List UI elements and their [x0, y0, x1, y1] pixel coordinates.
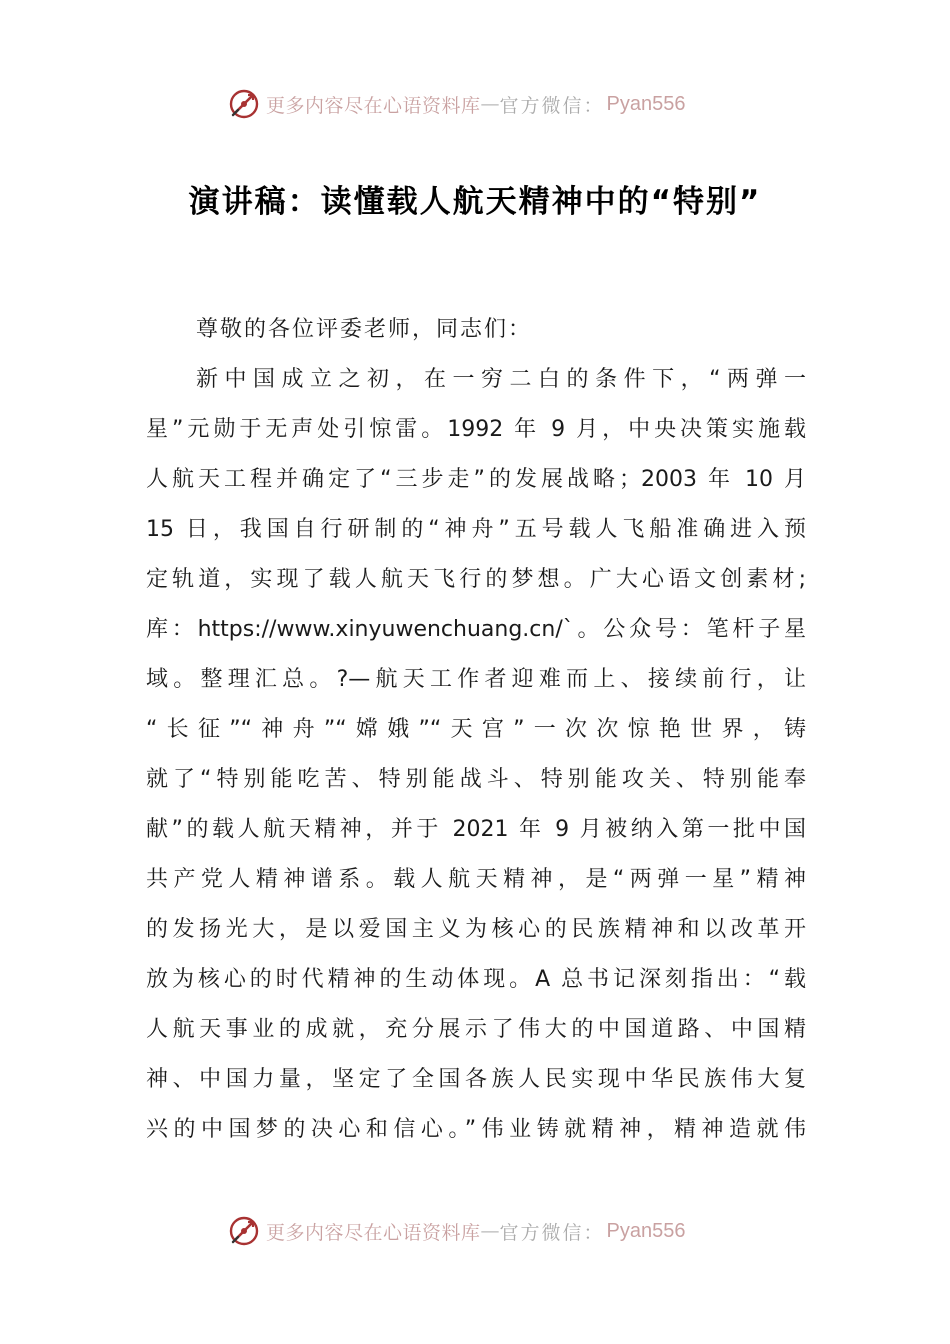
body-line: 共产党人精神谱系。载人航天精神，是“两弹一星”精神 — [146, 867, 806, 892]
body-line: 新中国成立之初，在一穷二白的条件下，“两弹一 — [196, 367, 806, 392]
banner-text: 更多内容尽在心语资料库 — [266, 1221, 481, 1244]
body-line: 域。整理汇总。?—航天工作者迎难而上、接续前行，让 — [146, 667, 806, 692]
body-line: 献”的载人航天精神，并于 2021 年 9 月被纳入第一批中国 — [146, 817, 806, 842]
body-line: 放为核心的时代精神的生动体现。A 总书记深刻指出：“载 — [146, 967, 806, 992]
banner-wechat-label: 官方微信： — [499, 1221, 605, 1244]
body-paragraph — [146, 362, 806, 1162]
body-line: 定轨道，实现了载人航天飞行的梦想。广大心语文创素材; — [146, 567, 806, 592]
document-title: 演讲稿：读懂载人航天精神中的“特别” — [188, 184, 762, 220]
salutation: 尊敬的各位评委老师，同志们： — [196, 317, 533, 342]
header-banner — [0, 84, 950, 124]
footer-banner-content — [226, 1211, 686, 1251]
body-line: 的发扬光大，是以爱国主义为核心的民族精神和以改革开 — [146, 917, 806, 942]
banner-text: 更多内容尽在心语资料库 — [266, 94, 481, 117]
body-line: “长征”“神舟”“嫦娥”“天宫”一次次惊艳世界，铸 — [146, 717, 806, 742]
banner-dash: — — [480, 1220, 500, 1242]
body-line: 15 日，我国自行研制的“神舟”五号载人飞船准确进入预 — [146, 517, 806, 542]
body-line: 库：https://www.xinyuwenchuang.cn/`。公众号：笔杆子星 — [146, 617, 806, 642]
pen-logo-icon — [226, 1213, 262, 1249]
banner-wechat-id: Pyan556 — [606, 1219, 686, 1242]
pen-logo-icon — [226, 86, 262, 122]
body-line: 人航天工程并确定了“三步走”的发展战略；2003 年 10 月 — [146, 467, 806, 492]
body-line: 兴的中国梦的决心和信心。”伟业铸就精神，精神造就伟 — [146, 1117, 806, 1142]
body-line: 星”元勋于无声处引惊雷。1992 年 9 月，中央决策实施载 — [146, 417, 806, 442]
body-line: 人航天事业的成就，充分展示了伟大的中国道路、中国精 — [146, 1017, 806, 1042]
banner-dash: — — [480, 93, 500, 115]
header-banner-content — [226, 84, 686, 124]
body-line: 就了“特别能吃苦、特别能战斗、特别能攻关、特别能奉 — [146, 767, 806, 792]
footer-banner — [0, 1211, 950, 1251]
banner-wechat-label: 官方微信： — [499, 94, 605, 117]
banner-wechat-id: Pyan556 — [606, 92, 686, 115]
body-line: 神、中国力量，坚定了全国各族人民实现中华民族伟大复 — [146, 1067, 806, 1092]
